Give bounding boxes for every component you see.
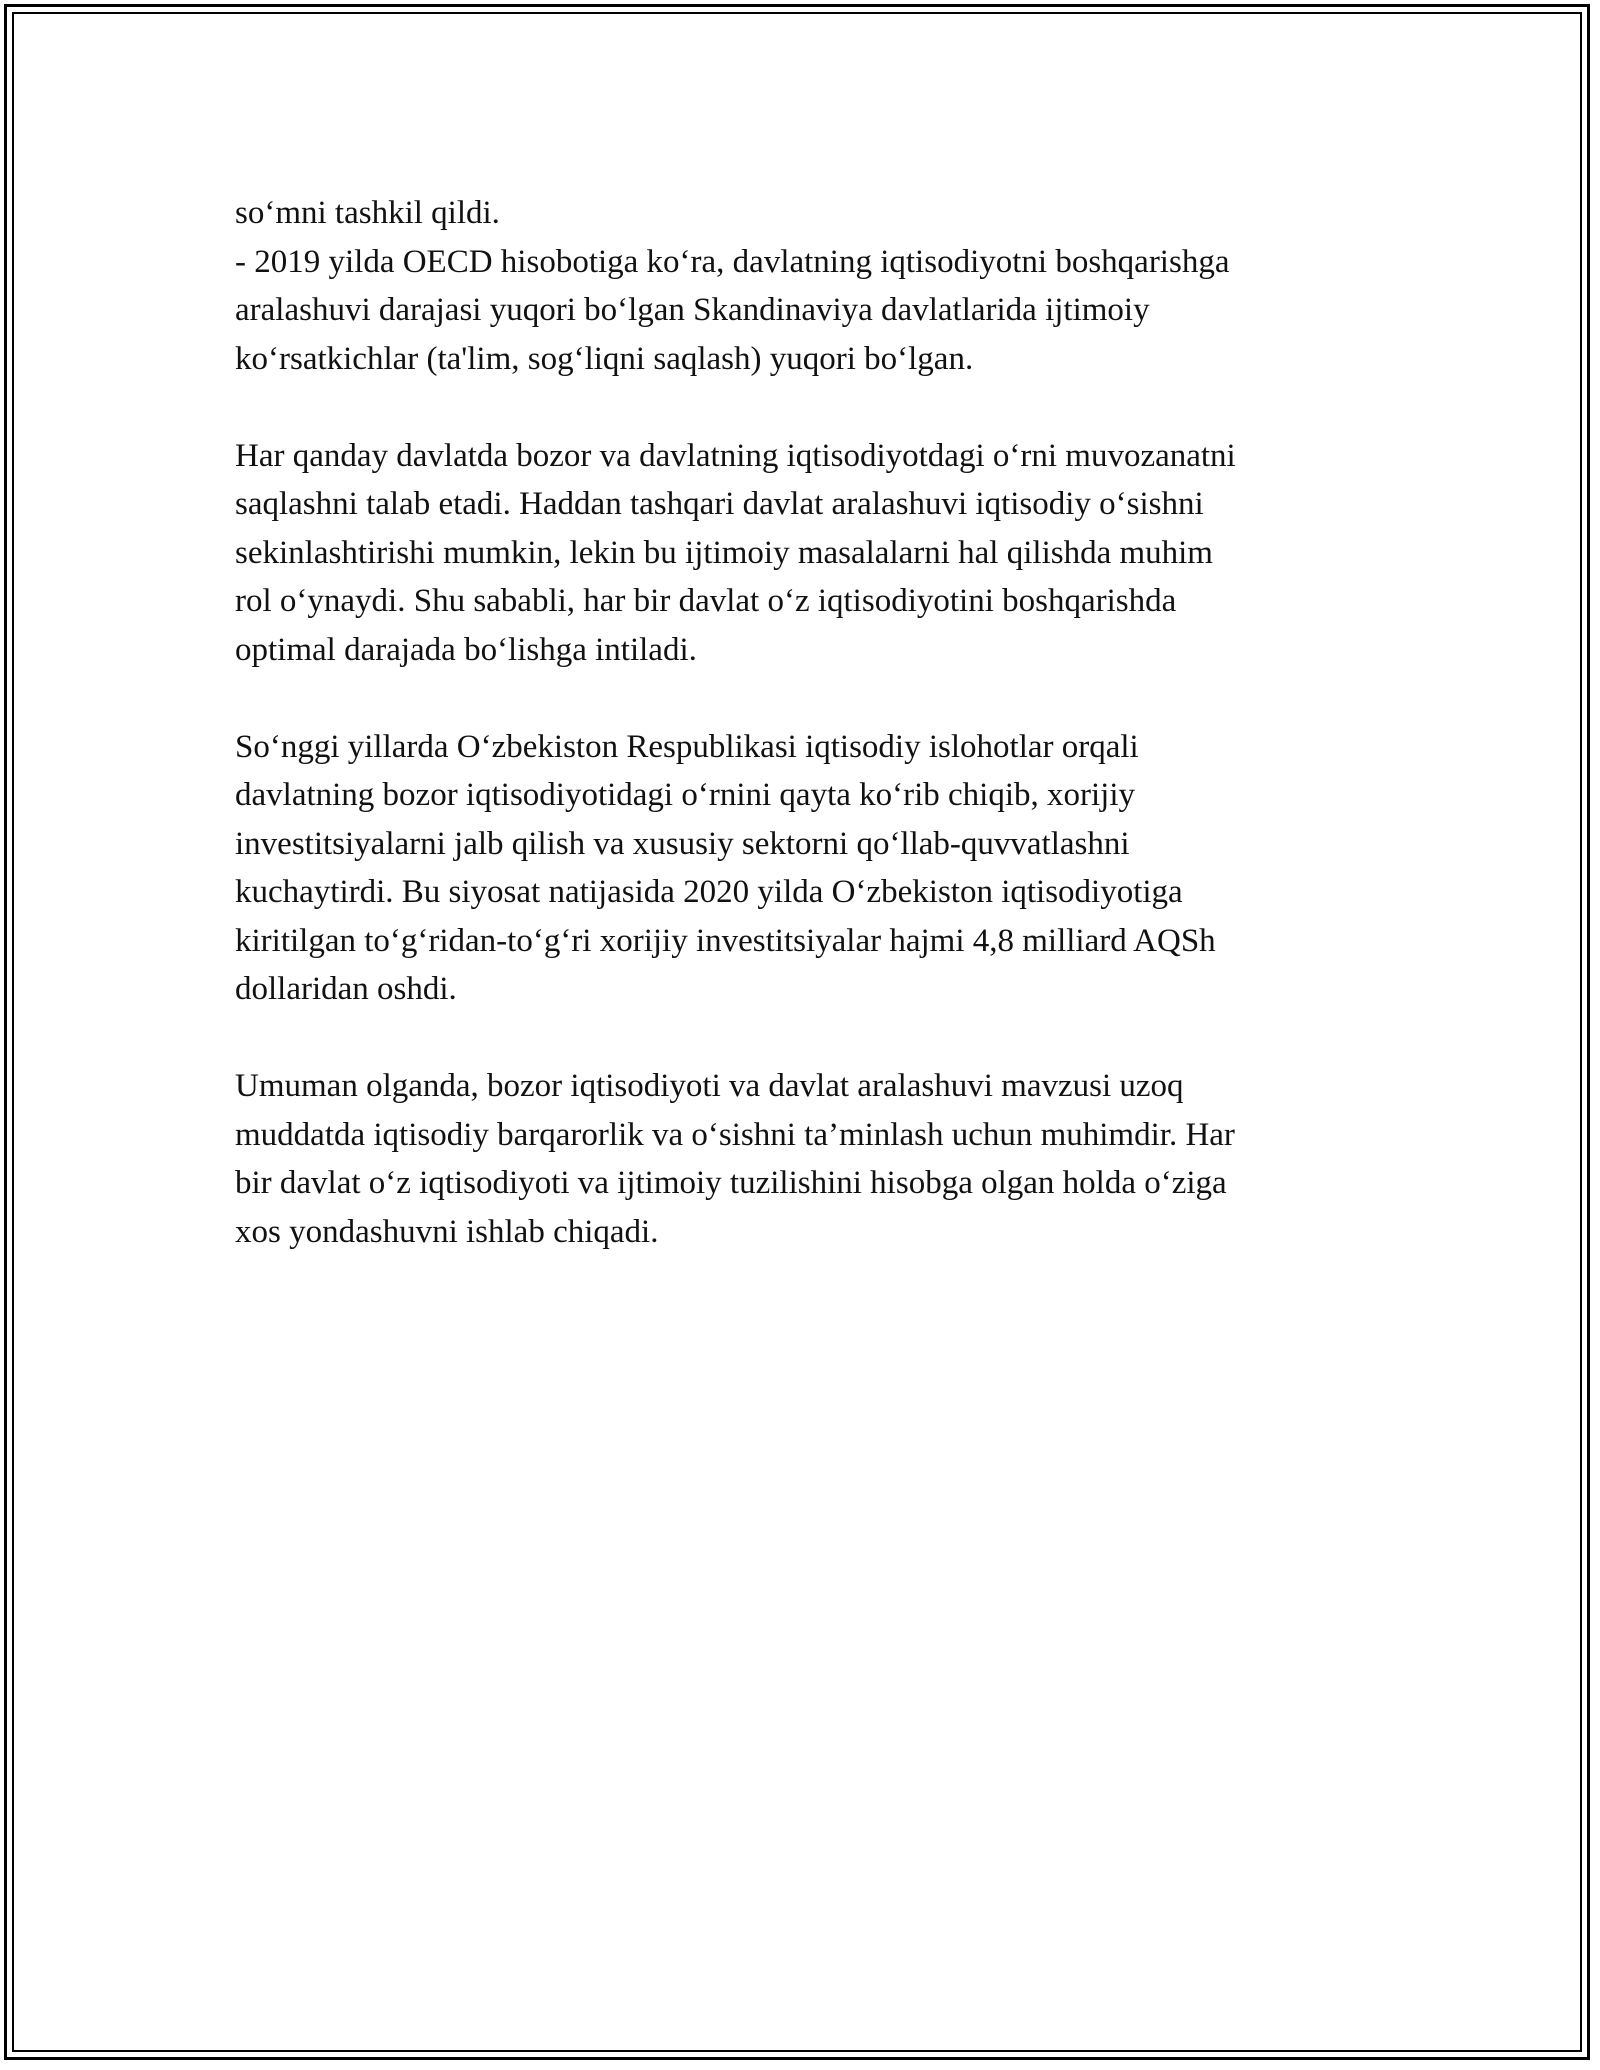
text-line: ko‘rsatkichlar (ta'lim, sog‘liqni saqlash) yuqori bo‘lgan. <box>235 340 974 377</box>
text-line: investitsiyalarni jalb qilish va xususiy sektorni qo‘llab-quvvatlashni <box>235 825 1130 862</box>
text-line: xos yondashuvni ishlab chiqadi. <box>235 1213 659 1250</box>
text-line: bir davlat o‘z iqtisodiyoti va ijtimoiy tuzilishini hisobga olgan holda o‘ziga <box>235 1165 1227 1201</box>
document-body <box>235 189 1365 1305</box>
text-line: muddatda iqtisodiy barqarorlik va o‘sishni ta’minlash uchun muhimdir. Har <box>235 1116 1235 1153</box>
text-line: rol o‘ynaydi. Shu sababli, har bir davlat o‘z iqtisodiyotini boshqarishda <box>235 583 1177 619</box>
text-line: saqlashni talab etadi. Haddan tashqari davlat aralashuvi iqtisodiy o‘sishni <box>235 486 1204 522</box>
text-line: Har qanday davlatda bozor va davlatning iqtisodiyotdagi o‘rni muvozanatni <box>235 437 1236 474</box>
paragraph <box>235 1062 1365 1256</box>
text-line: sekinlashtirishi mumkin, lekin bu ijtimoiy masalalarni hal qilishda muhim <box>235 534 1213 571</box>
text-line: So‘nggi yillarda O‘zbekiston Respublikasi iqtisodiy islohotlar orqali <box>235 728 1139 765</box>
text-line: kuchaytirdi. Bu siyosat natijasida 2020 yilda O‘zbekiston iqtisodiyotiga <box>235 874 1183 910</box>
text-line: so‘mni tashkil qildi. <box>235 195 500 231</box>
text-line: aralashuvi darajasi yuqori bo‘lgan Skandinaviya davlatlarida ijtimoiy <box>235 292 1150 328</box>
text-line: davlatning bozor iqtisodiyotidagi o‘rnini qayta ko‘rib chiqib, xorijiy <box>235 777 1136 813</box>
text-line: kiritilgan to‘g‘ridan-to‘g‘ri xorijiy investitsiyalar hajmi 4,8 milliard AQSh <box>235 922 1216 959</box>
text-line: dollaridan oshdi. <box>235 971 457 1007</box>
text-line: Umuman olganda, bozor iqtisodiyoti va davlat aralashuvi mavzusi uzoq <box>235 1068 1184 1104</box>
text-line: - 2019 yilda OECD hisobotiga ko‘ra, davlatning iqtisodiyotni boshqarishga <box>235 243 1230 280</box>
paragraph <box>235 432 1365 675</box>
paragraph <box>235 723 1365 1014</box>
paragraph <box>235 189 1365 383</box>
text-line: optimal darajada bo‘lishga intiladi. <box>235 631 697 668</box>
